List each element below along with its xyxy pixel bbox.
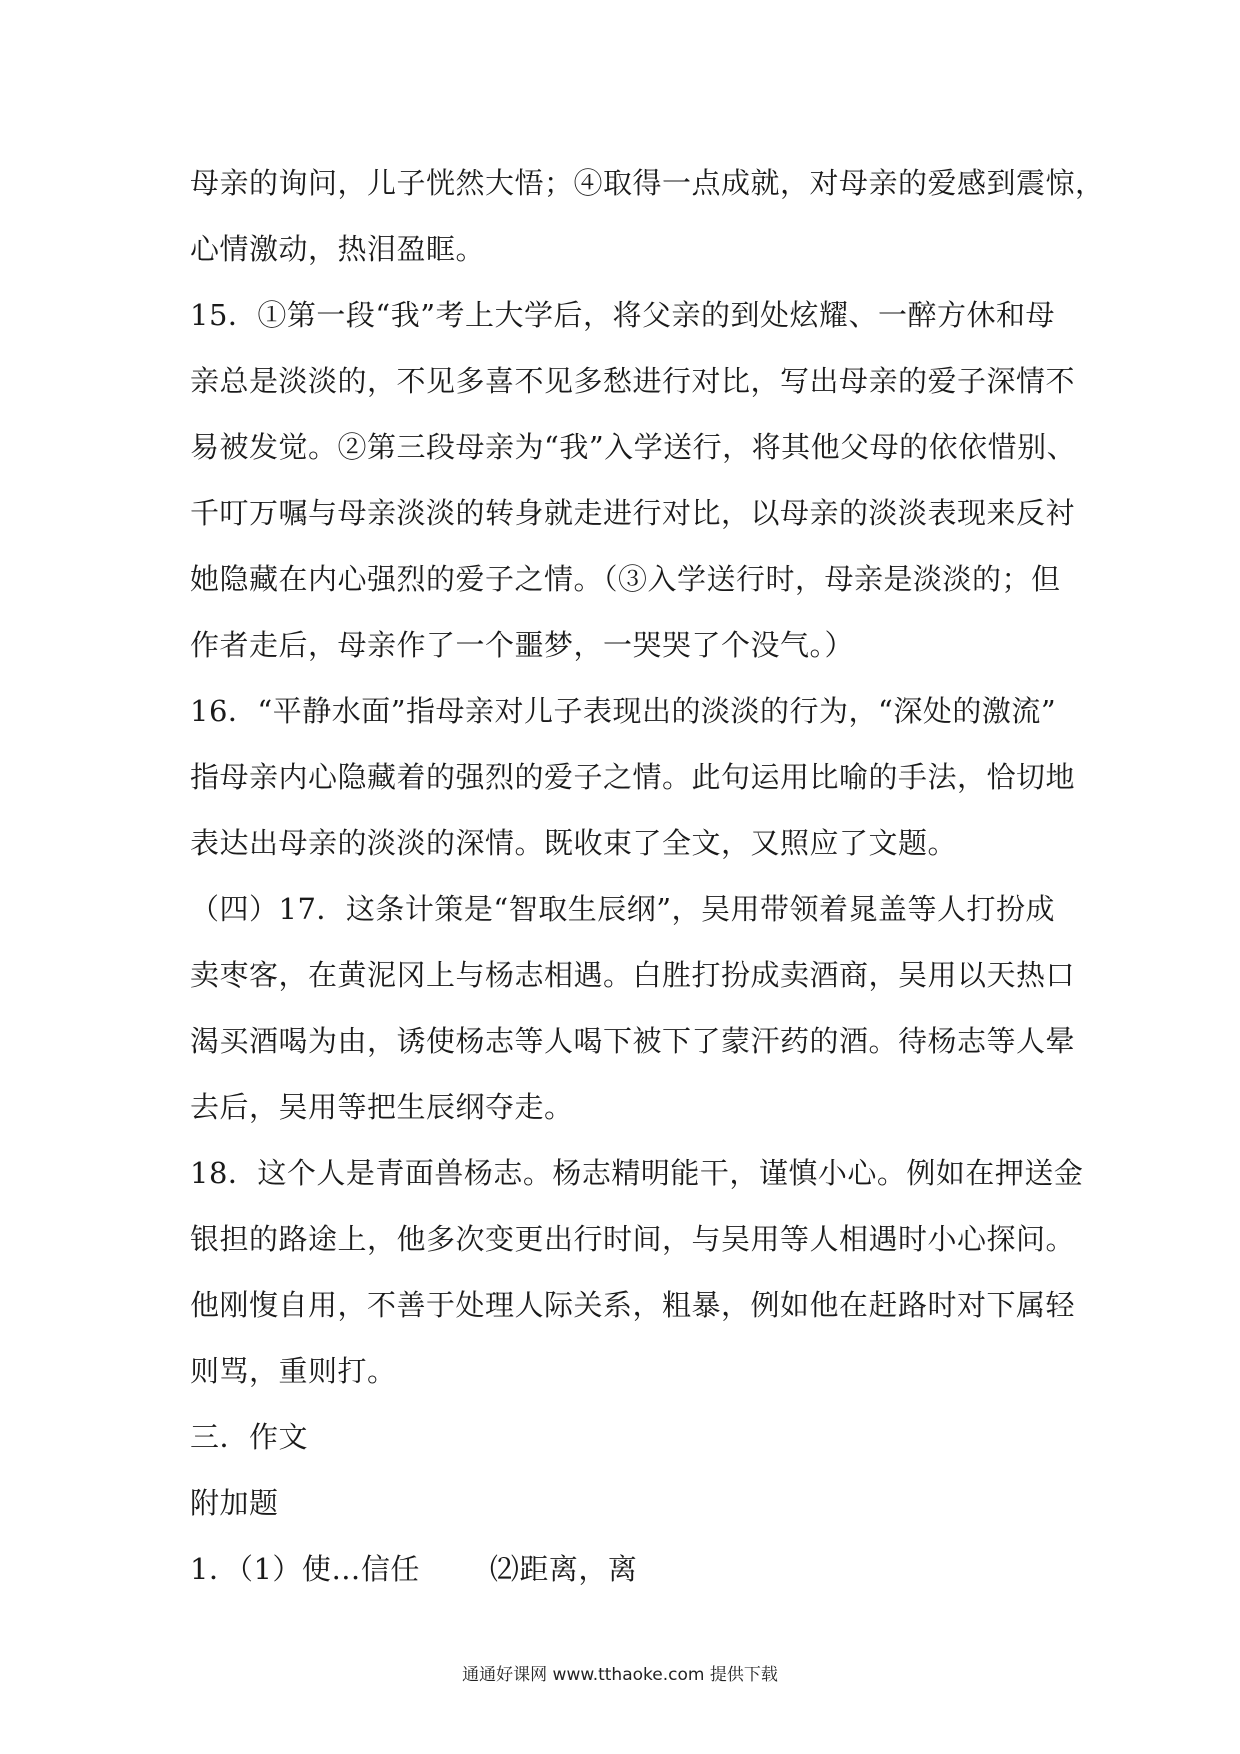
- text-line: 作者走后，母亲作了一个噩梦，一哭哭了个没气。）: [190, 628, 855, 662]
- text-line: 母亲的询问，儿子恍然大悟；④取得一点成就，对母亲的爱感到震惊，: [190, 166, 1105, 200]
- text-line: 指母亲内心隐藏着的强烈的爱子之情。此句运用比喻的手法，恰切地: [190, 760, 1076, 794]
- document-body: [190, 150, 1105, 1602]
- text-line: 易被发觉。②第三段母亲为“我”入学送行，将其他父母的依依惜别、: [190, 430, 1077, 464]
- text-line: 卖枣客，在黄泥冈上与杨志相遇。白胜打扮成卖酒商，吴用以天热口: [190, 958, 1076, 992]
- text-line: 他刚愎自用，不善于处理人际关系，粗暴，例如他在赶路时对下属轻: [190, 1288, 1076, 1322]
- answer-line: [190, 1536, 1060, 1602]
- text-line: （四）17．这条计策是“智取生辰纲”，吴用带领着晁盖等人打扮成: [190, 892, 1056, 926]
- text-line: 则骂，重则打。: [190, 1354, 397, 1388]
- text-line: 她隐藏在内心强烈的爱子之情。（③入学送行时，母亲是淡淡的；但: [190, 562, 1061, 596]
- text-line: 千叮万嘱与母亲淡淡的转身就走进行对比，以母亲的淡淡表现来反衬: [190, 496, 1076, 530]
- text-line: 表达出母亲的淡淡的深情。既收束了全文，又照应了文题。: [190, 826, 958, 860]
- text-line: 心情激动，热泪盈眶。: [190, 232, 486, 266]
- answer-part-2: ⑵距离，离: [489, 1552, 638, 1586]
- page-footer: 通通好课网 www.tthaoke.com 提供下载: [462, 1665, 778, 1685]
- text-line: 18．这个人是青面兽杨志。杨志精明能干，谨慎小心。例如在押送金: [190, 1156, 1084, 1190]
- text-line: 亲总是淡淡的，不见多喜不见多愁进行对比，写出母亲的爱子深情不: [190, 364, 1076, 398]
- section-heading: 附加题: [190, 1486, 279, 1520]
- text-line: 银担的路途上，他多次变更出行时间，与吴用等人相遇时小心探问。: [190, 1222, 1076, 1256]
- text-line: 15．①第一段“我”考上大学后，将父亲的到处炫耀、一醉方休和母: [190, 298, 1056, 332]
- text-line: 去后，吴用等把生辰纲夺走。: [190, 1090, 574, 1124]
- answer-part-1: 1．（1）使…信任: [190, 1552, 420, 1586]
- text-line: 渴买酒喝为由，诱使杨志等人喝下被下了蒙汗药的酒。待杨志等人晕: [190, 1024, 1076, 1058]
- text-line: 16．“平静水面”指母亲对儿子表现出的淡淡的行为，“深处的激流”: [190, 694, 1057, 728]
- section-heading: 三．作文: [190, 1420, 309, 1454]
